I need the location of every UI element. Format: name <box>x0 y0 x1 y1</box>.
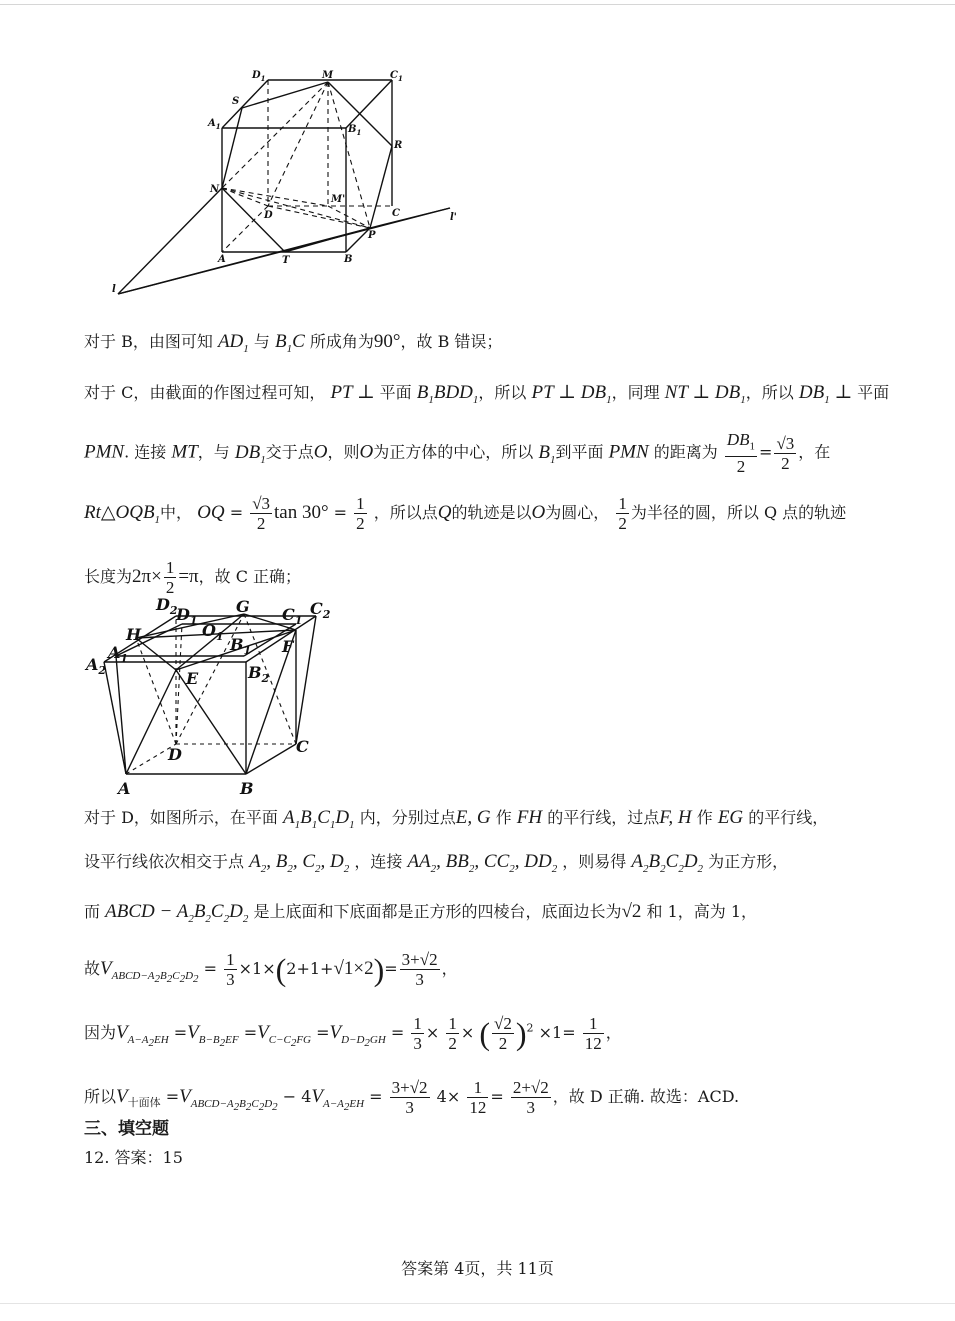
label-l: l <box>112 284 116 295</box>
label-A: A <box>118 779 131 798</box>
label-M-prime: M' <box>331 194 346 205</box>
page-footer: 答案第 4页，共 11页 <box>401 1259 554 1278</box>
label-C1: $C_1$ <box>390 70 403 83</box>
label-A1: $A_1$ <box>208 118 221 131</box>
label-l-prime: l' <box>450 212 457 223</box>
option-c-line-3: $Rt\triangle OQB_1$中， OQ = $\frac{√3}{2}$ tan 30° = $\frac{1}{2}$ ，所以点Q的轨迹是以O为圆心， $\frac{1}{2}$ 为半径的圆，所以 Q 点的轨迹 <box>84 494 847 533</box>
option-d-line-4: 故$V_{ABCD-A_2B_2C_2D_2}$ = $\frac{1}{3}$ ×1×(2+1+√1×2)= $\frac{3+√2}{3}$ ， <box>84 950 458 989</box>
label-D1: $D_1$ <box>252 70 266 83</box>
label-G: G <box>236 597 250 616</box>
label-C: C <box>392 208 400 219</box>
label-A2: $A_2$ <box>86 655 107 677</box>
option-c-line-2: PMN. 连接 MT，与 $DB_1$交于点O，则O为正方体的中心，所以 $B_1$到平面 PMN 的距离为 $\frac{DB_1}{2}$ = $\frac{√3}{2}$ ，在 <box>84 430 831 477</box>
option-d-line-6: 所以$V_{十面体} =V_{ABCD-A_2B_2C_2D_2} - 4V_{A-A_2EH}$ = $\frac{3+√2}{3}$ 4× $\frac{1}{12}$ = $\frac{2+√2}{3}$ ，故 D 正确. 故选：ACD. <box>84 1078 740 1117</box>
option-d-line-5: 因为$V_{A-A_2EH} =V_{B-B_2EF} =V_{C-C_2FG} =V_{D-D_2GH}$ = $\frac{1}{3}$ × $\frac{1}{2}$ × ( $\frac{√2}{2}$ )$^2$ ×1= $\frac{1}{12}$ ， <box>84 1014 622 1053</box>
label-H: H <box>126 625 142 644</box>
option-d-line-3: 而 ABCD − $A_2B_2C_2D_2$ 是上底面和下底面都是正方形的四棱台，底面边长为√2 和 1，高为 1， <box>84 901 758 925</box>
answer-12: 12. 答案：15 <box>84 1148 183 1167</box>
option-d-line-1: 对于 D，如图所示，在平面 $A_1B_1C_1D_1$ 内，分别过点E, G 作 FH 的平行线，过点F, H 作 EG 的平行线， <box>84 807 829 831</box>
frustum-figure-2 <box>84 594 344 799</box>
label-A: A <box>218 254 226 265</box>
label-C1: $C_1$ <box>282 605 303 627</box>
option-c-line-1: 对于 C，由截面的作图过程可知， PT ⊥ 平面 $B_1BDD_1$，所以 PT ⊥ $DB_1$，同理 NT ⊥ $DB_1$，所以 $DB_1$ ⊥ 平面 <box>84 382 890 406</box>
label-P: P <box>368 230 376 241</box>
label-C: C <box>296 737 309 756</box>
label-A1: $A_1$ <box>108 643 129 665</box>
label-T: T <box>282 255 290 266</box>
option-b-line: 对于 B，由图可知 $AD_1$ 与 $B_1C$ 所成角为90°，故 B 错误； <box>84 331 503 355</box>
top-rule <box>0 4 955 5</box>
option-c-line-4: 长度为2π× $\frac{1}{2}$ =π，故 C 正确； <box>84 558 302 597</box>
label-D: D <box>168 745 182 764</box>
label-S: S <box>232 96 240 107</box>
label-B1: $B_1$ <box>348 124 362 137</box>
label-B: B <box>240 779 254 798</box>
label-O1: $O_1$ <box>202 621 224 643</box>
label-C2: $C_2$ <box>310 599 331 621</box>
label-B2: $B_2$ <box>248 663 270 685</box>
section-title: 三、填空题 <box>84 1119 169 1139</box>
label-D: D <box>264 210 273 221</box>
label-B1: $B_1$ <box>230 635 252 657</box>
label-R: R <box>394 140 403 151</box>
label-D2: $D_2$ <box>156 595 178 617</box>
label-N: N <box>210 184 220 195</box>
option-d-line-2: 设平行线依次相交于点 $A_2$, $B_2$, $C_2$, $D_2$ ，连接 $AA_2$, $BB_2$, $CC_2$, $DD_2$ ，则易得 $A_2B_2C_2D_2$ 为正方形， <box>84 851 789 875</box>
label-M: M <box>322 70 334 81</box>
label-D1: $D_1$ <box>176 605 198 627</box>
label-B: B <box>344 254 353 265</box>
label-F: F <box>282 637 294 656</box>
bottom-rule <box>0 1303 955 1304</box>
label-E: E <box>186 669 199 688</box>
cube-figure-1 <box>100 60 480 305</box>
